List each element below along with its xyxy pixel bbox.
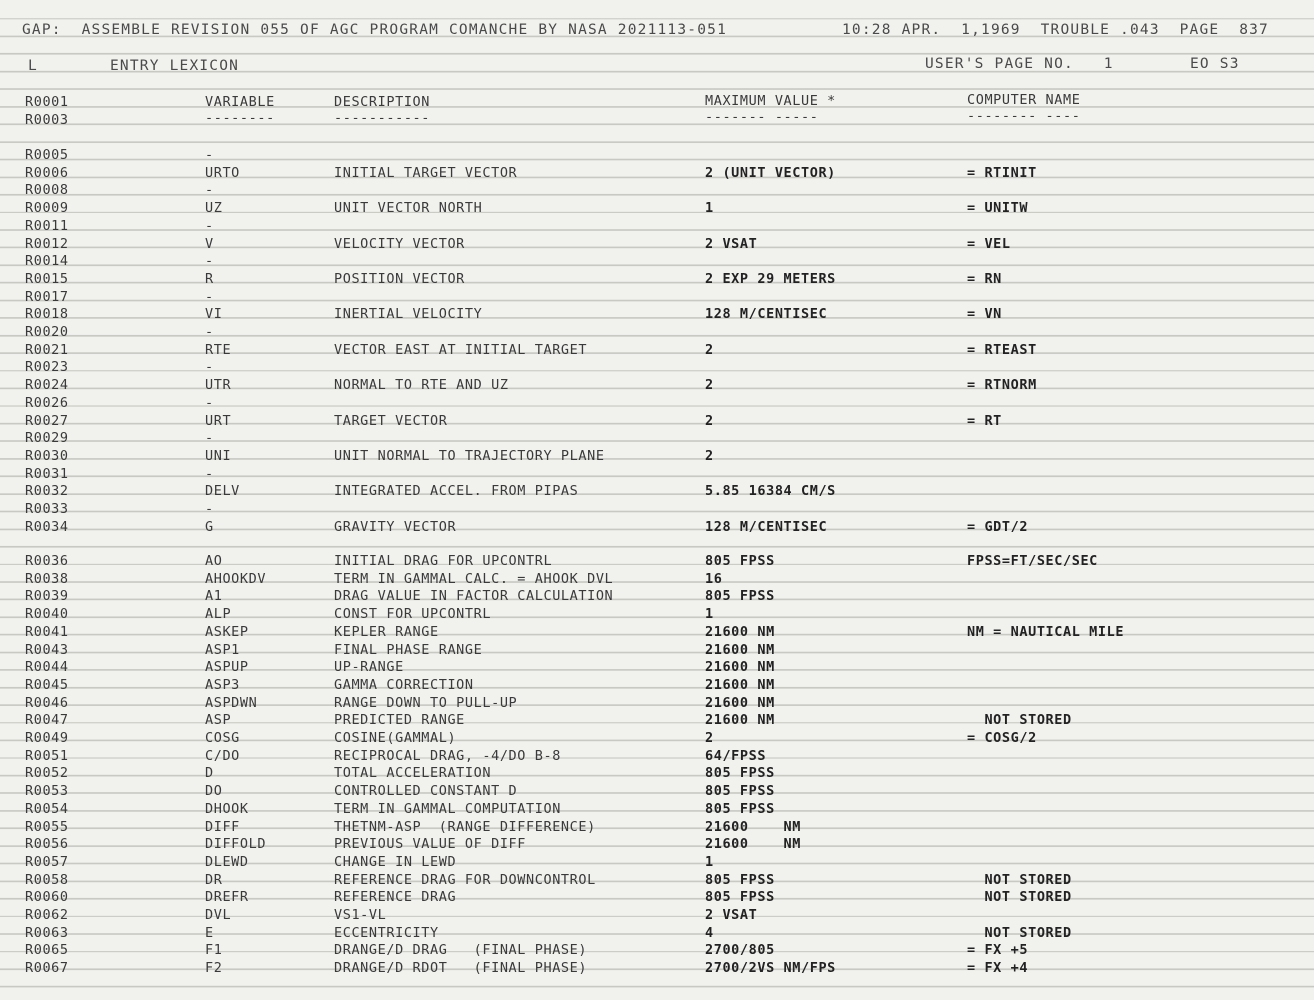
column-header-variable: VARIABLE [205,94,275,110]
row-number: R0014 [25,253,69,270]
maximum-value: 2 [705,412,714,429]
row-number: R0052 [25,765,69,782]
row-number: R0032 [25,483,69,500]
variable-description: COSINE(GAMMAL) [334,730,457,746]
variable-description: PREVIOUS VALUE OF DIFF [334,836,527,853]
maximum-value: 805 FPSS [705,765,775,782]
computer-name: = RN [967,270,1002,287]
variable-name: - [205,147,214,163]
maximum-value: 2 VSAT [705,907,758,923]
maximum-value: 2 (UNIT VECTOR) [705,164,836,181]
computer-name: = FX +4 [967,960,1029,977]
computer-name: = RT [967,412,1002,429]
row-number: R0036 [25,553,69,569]
computer-name: NOT STORED [967,871,1072,888]
variable-name: DHOOK [205,800,249,817]
variable-name: ASKEP [205,623,249,640]
variable-name: ASPUP [205,659,249,676]
variable-name: ASP3 [205,676,240,693]
row-number: R0060 [25,889,69,906]
variable-description: RANGE DOWN TO PULL-UP [334,694,518,711]
row-number: R0009 [25,200,69,217]
variable-name: F1 [205,942,223,959]
maximum-value: 21600 NM [705,836,802,853]
variable-description: NORMAL TO RTE AND UZ [334,377,509,394]
maximum-value: 4 [705,924,714,941]
variable-name: AHOOKDV [205,570,267,587]
row-number: R0023 [25,359,69,376]
computer-name: = COSG/2 [967,730,1037,746]
maximum-value: 2700/805 [705,942,775,959]
maximum-value: 21600 NM [705,712,775,729]
variable-description: VECTOR EAST AT INITIAL TARGET [334,341,588,358]
row-number: R0029 [25,430,69,447]
row-number: R0012 [25,235,69,252]
variable-name: AO [205,553,223,569]
row-number: R0054 [25,800,69,817]
variable-name: - [205,288,214,305]
variable-description: REFERENCE DRAG FOR DOWNCONTROL [334,871,596,888]
column-row-r0001: R0001 [25,94,69,110]
variable-name: ASPDWN [205,694,258,711]
column-underline-variable: -------- [205,110,275,126]
computer-name: = RTEAST [967,341,1037,358]
column-header-description: DESCRIPTION [334,94,431,110]
maximum-value: 2700/2VS NM/FPS [705,960,836,977]
row-number: R0017 [25,288,69,305]
column-underline-maximum-value: ------- ----- [705,109,819,125]
maximum-value: 21600 NM [705,623,775,640]
computer-name: NOT STORED [967,889,1072,906]
computer-name: = GDT/2 [967,518,1029,535]
variable-description: INTEGRATED ACCEL. FROM PIPAS [334,483,579,500]
variable-name: VI [205,306,223,323]
computer-name: = FX +5 [967,942,1029,959]
variable-name: DELV [205,483,240,500]
variable-name: URTO [205,164,240,181]
variable-name: DLEWD [205,853,249,870]
row-number: R0041 [25,623,69,640]
variable-description: GRAVITY VECTOR [334,518,457,535]
maximum-value: 2 VSAT [705,235,758,252]
maximum-value: 2 [705,447,714,464]
maximum-value: 21600 NM [705,676,775,693]
variable-name: - [205,182,214,199]
column-header-maximum-value: MAXIMUM VALUE * [705,93,836,109]
variable-name: RTE [205,341,232,358]
variable-description: UNIT NORMAL TO TRAJECTORY PLANE [334,447,605,464]
computer-name: = VN [967,306,1002,323]
variable-description: DRANGE/D DRAG (FINAL PHASE) [334,942,588,959]
maximum-value: 128 M/CENTISEC [705,518,828,535]
variable-description: TOTAL ACCELERATION [334,765,492,782]
computer-name: FPSS=FT/SEC/SEC [967,553,1098,569]
column-underline-computer-name: -------- ---- [967,108,1081,124]
row-number: R0040 [25,606,69,623]
row-number: R0008 [25,182,69,199]
variable-description: TARGET VECTOR [334,412,448,429]
variable-description: TERM IN GAMMAL COMPUTATION [334,800,561,817]
row-number: R0065 [25,942,69,959]
maximum-value: 128 M/CENTISEC [705,306,828,323]
row-number: R0034 [25,518,69,535]
variable-description: RECIPROCAL DRAG, -4/DO B-8 [334,747,561,764]
row-number: R0062 [25,907,69,923]
listing-header-right: 10:28 APR. 1,1969 TROUBLE .043 PAGE 837 [842,22,1269,38]
maximum-value: 64/FPSS [705,747,767,764]
row-number: R0006 [25,164,69,181]
row-number: R0047 [25,712,69,729]
column-underline-description: ----------- [334,110,431,126]
maximum-value: 805 FPSS [705,871,775,888]
variable-name: D [205,765,214,782]
maximum-value: 21600 NM [705,641,775,658]
computer-name: = RTINIT [967,164,1037,181]
variable-name: V [205,235,214,252]
variable-description: UP-RANGE [334,659,404,676]
row-number: R0030 [25,447,69,464]
row-number: R0024 [25,377,69,394]
maximum-value: 2 [705,730,714,746]
variable-name: R [205,270,214,287]
row-number: R0018 [25,306,69,323]
row-number: R0020 [25,324,69,340]
maximum-value: 2 [705,341,714,358]
maximum-value: 21600 NM [705,694,775,711]
variable-name: ALP [205,606,232,623]
row-number: R0046 [25,694,69,711]
row-number: R0026 [25,394,69,411]
computer-name: NOT STORED [967,924,1072,941]
row-number: R0056 [25,836,69,853]
variable-name: COSG [205,730,240,746]
maximum-value: 21600 NM [705,659,775,676]
variable-name: DO [205,783,223,800]
row-number: R0038 [25,570,69,587]
row-number: R0011 [25,217,69,234]
row-number: R0033 [25,501,69,517]
row-number: R0021 [25,341,69,358]
page-code: EO S3 [1190,56,1240,72]
variable-name: UTR [205,377,232,394]
variable-name: URT [205,412,232,429]
variable-description: CONST FOR UPCONTRL [334,606,492,623]
variable-description: CHANGE IN LEWD [334,853,457,870]
row-number: R0057 [25,853,69,870]
row-number: R0044 [25,659,69,676]
computer-name: = VEL [967,235,1011,252]
row-number: R0015 [25,270,69,287]
row-number: R0031 [25,465,69,482]
maximum-value: 1 [705,200,714,217]
row-number: R0055 [25,818,69,835]
variable-name: E [205,924,214,941]
variable-description: ECCENTRICITY [334,924,439,941]
variable-name: - [205,217,214,234]
computer-name: = UNITW [967,200,1029,217]
variable-description: UNIT VECTOR NORTH [334,200,483,217]
variable-description: INITIAL DRAG FOR UPCONTRL [334,553,553,569]
variable-name: F2 [205,960,223,977]
variable-description: GAMMA CORRECTION [334,676,474,693]
variable-description: TERM IN GAMMAL CALC. = AHOOK DVL [334,570,614,587]
maximum-value: 16 [705,570,723,587]
maximum-value: 5.85 16384 CM/S [705,483,836,500]
variable-description: THETNM-ASP (RANGE DIFFERENCE) [334,818,596,835]
computer-name: NOT STORED [967,712,1072,729]
maximum-value: 2 EXP 29 METERS [705,270,836,287]
variable-name: A1 [205,588,223,605]
variable-name: ASP [205,712,232,729]
row-number: R0053 [25,783,69,800]
variable-description: VELOCITY VECTOR [334,235,465,252]
variable-description: INERTIAL VELOCITY [334,306,483,323]
row-number: R0067 [25,960,69,977]
subheader-l: L [28,58,38,74]
maximum-value: 805 FPSS [705,889,775,906]
maximum-value: 805 FPSS [705,783,775,800]
variable-name: - [205,253,214,270]
variable-name: - [205,430,214,447]
variable-name: C/DO [205,747,240,764]
variable-description: DRAG VALUE IN FACTOR CALCULATION [334,588,614,605]
row-number: R0063 [25,924,69,941]
variable-name: - [205,359,214,376]
users-page-number: USER'S PAGE NO. 1 [925,56,1114,72]
variable-name: G [205,518,214,535]
variable-description: CONTROLLED CONSTANT D [334,783,518,800]
variable-description: INITIAL TARGET VECTOR [334,164,518,181]
column-row-r0003: R0003 [25,112,69,128]
lexicon-title: ENTRY LEXICON [110,58,240,74]
maximum-value: 805 FPSS [705,800,775,817]
column-header-computer-name: COMPUTER NAME [967,92,1081,108]
variable-name: DREFR [205,889,249,906]
maximum-value: 1 [705,853,714,870]
maximum-value: 2 [705,377,714,394]
row-number: R0005 [25,147,69,163]
row-number: R0039 [25,588,69,605]
row-number: R0049 [25,730,69,746]
variable-description: DRANGE/D RDOT (FINAL PHASE) [334,960,588,977]
variable-description: KEPLER RANGE [334,623,439,640]
computer-name: = RTNORM [967,377,1037,394]
variable-name: DVL [205,907,232,923]
maximum-value: 805 FPSS [705,553,775,569]
variable-description: VS1-VL [334,907,387,923]
listing-header-left: GAP: ASSEMBLE REVISION 055 OF AGC PROGRAM COMANCHE BY NASA 2021113-051 [22,22,728,38]
variable-name: ASP1 [205,641,240,658]
variable-description: POSITION VECTOR [334,270,465,287]
row-number: R0043 [25,641,69,658]
row-number: R0045 [25,676,69,693]
maximum-value: 21600 NM [705,818,802,835]
variable-name: DR [205,871,223,888]
variable-name: UZ [205,200,223,217]
variable-description: FINAL PHASE RANGE [334,641,483,658]
maximum-value: 805 FPSS [705,588,775,605]
row-number: R0027 [25,412,69,429]
variable-name: - [205,501,214,517]
row-number: R0051 [25,747,69,764]
variable-name: UNI [205,447,232,464]
maximum-value: 1 [705,606,714,623]
variable-name: - [205,465,214,482]
variable-description: PREDICTED RANGE [334,712,465,729]
variable-name: - [205,394,214,411]
row-number: R0058 [25,871,69,888]
variable-name: DIFF [205,818,240,835]
variable-name: - [205,324,214,340]
variable-description: REFERENCE DRAG [334,889,457,906]
variable-name: DIFFOLD [205,836,267,853]
computer-name: NM = NAUTICAL MILE [967,623,1125,640]
